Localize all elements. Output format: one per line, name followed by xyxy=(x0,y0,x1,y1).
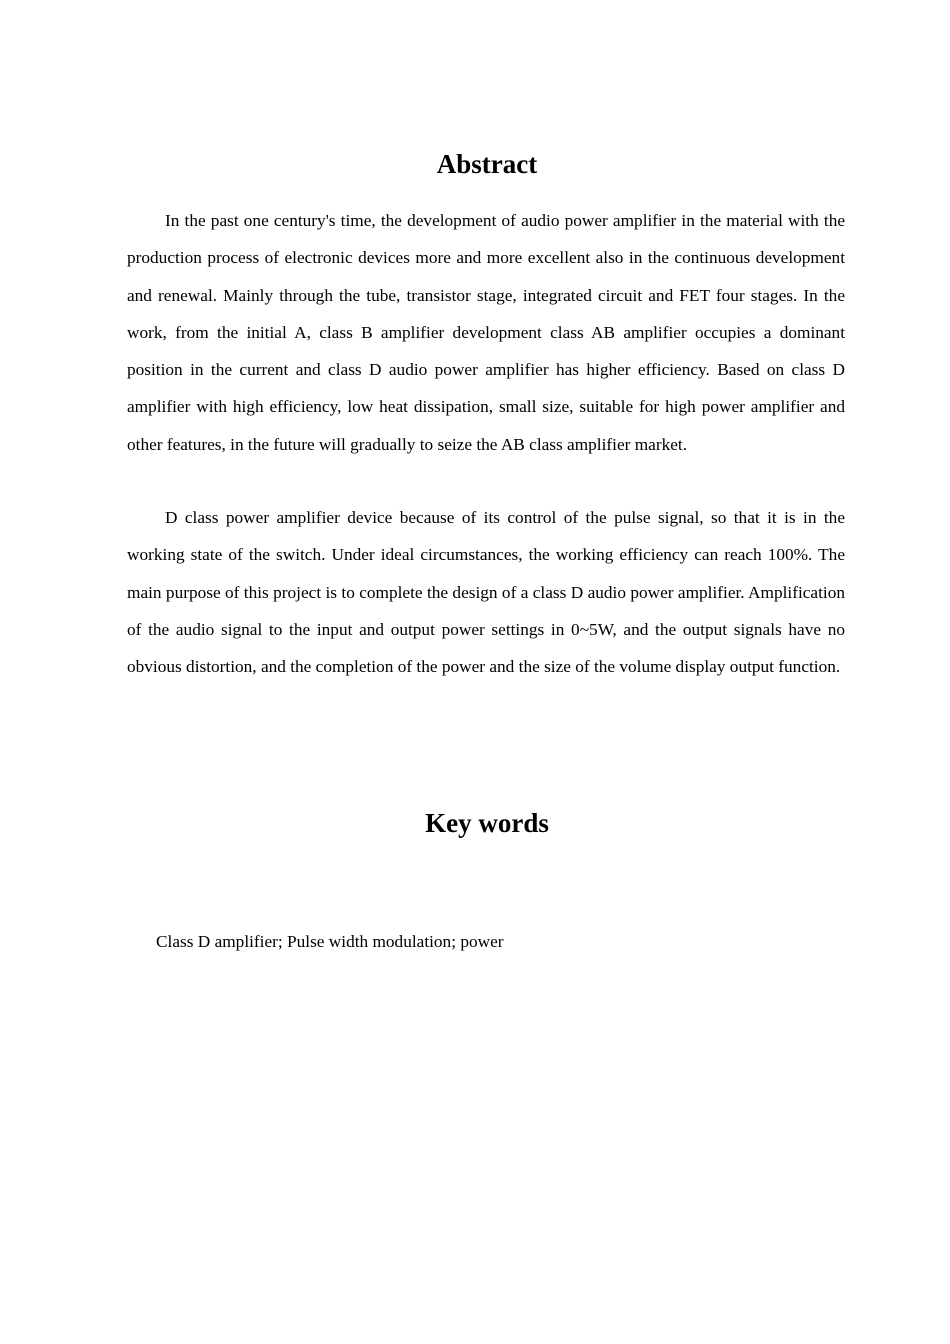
keywords-heading: Key words xyxy=(425,808,549,838)
keywords-list: Class D amplifier; Pulse width modulation; power xyxy=(156,932,504,951)
abstract-heading: Abstract xyxy=(436,149,538,179)
abstract-paragraph-1: In the past one century's time, the development of audio power amplifier in the material with the production process of electronic devices more and more excellent also in the continuous development and renewal. Mainly through the tube, transistor stage, integrated circuit and FET four stages. In the work, from the initial A, class B amplifier development class AB amplifier occupies a dominant position in the current and class D audio power amplifier has higher efficiency. Based on class D amplifier with high efficiency, low heat dissipation, small size, suitable for high power amplifier and other features, in the future will gradually to seize the AB class amplifier market. xyxy=(127,211,845,454)
abstract-paragraph-2: D class power amplifier device because of its control of the pulse signal, so that it is in the working state of the switch. Under ideal circumstances, the working efficiency can reach 100%. The main purpose of this project is to complete the design of a class D audio power amplifier. Amplification of the audio signal to the input and output power settings in 0~5W, and the output signals have no obvious distortion, and the completion of the power and the size of the volume display output function. xyxy=(127,508,845,677)
